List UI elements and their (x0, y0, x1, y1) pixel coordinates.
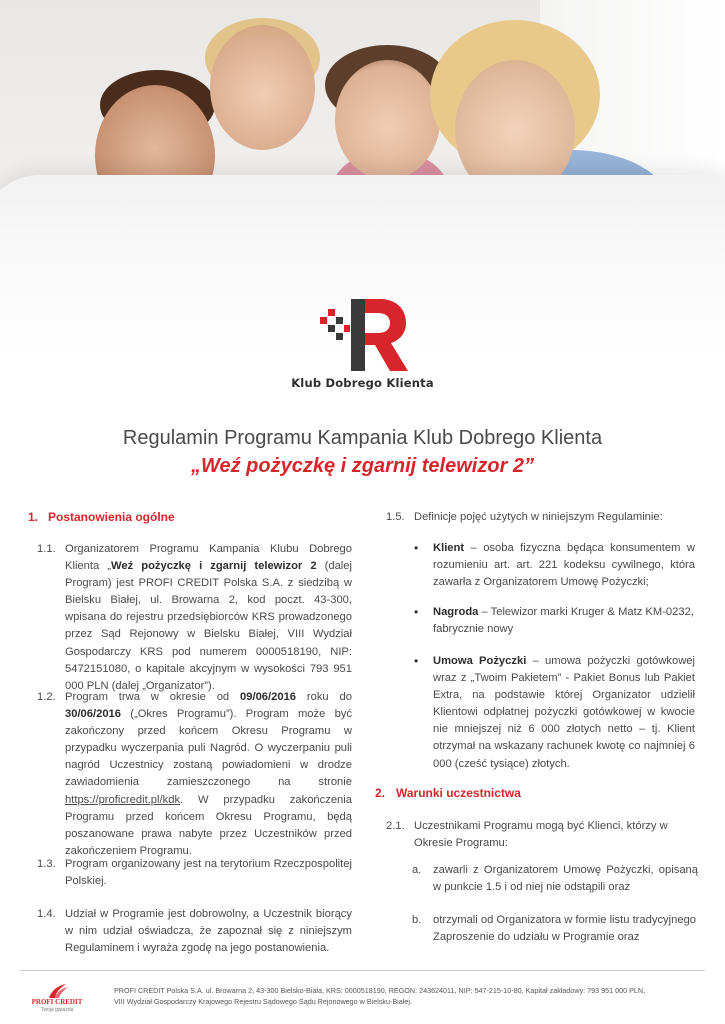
clause-2-1-number: 2.1. (386, 820, 405, 832)
clause-1-3-text: Program organizowany jest na terytorium Rzeczpospolitej Polskiej. (65, 858, 352, 888)
definition-bullet: • (414, 654, 419, 668)
item-a-letter: a. (412, 864, 422, 876)
clause-1-2-number: 1.2. (37, 691, 56, 703)
definition-bullet: • (414, 541, 419, 555)
kdk-link[interactable]: https://proficredit.pl/kdk (65, 793, 181, 806)
item-b-letter: b. (412, 914, 422, 926)
section-2-title: Warunki uczestnictwa (396, 786, 521, 800)
section-1-number: 1. (28, 510, 39, 524)
section-1-title: Postanowienia ogólne (48, 510, 175, 524)
profi-credit-tagline: Twoja gwiazda (40, 1007, 74, 1013)
kdk-logo-icon (318, 297, 410, 373)
clause-2-1-text: Uczestnikami Programu mogą być Klienci, którzy w Okresie Programu: (414, 820, 668, 850)
brand-name: Klub Dobrego Klienta (291, 376, 434, 390)
item-b-text: otrzymali od Organizatora w formie listu tradycyjnego Zaproszenie do udziału w Programie oraz (433, 914, 697, 944)
footer-line-1: PROFI CREDIT Polska S.A. ul. Browarna 2, 43-300 Bielsko-Biała, KRS: 0000518190, REGON: 243624011, NIP: 547-215-10-80, Kapitał zakładowy: 793 951 000 PLN, (114, 986, 646, 995)
footer-line-2: VIII Wydział Gospodarczy Krajowego Rejestru Sądowego Sądu Rejonowego w Bielsku-Białej. (114, 997, 412, 1006)
definition-klient: Klient – osoba fizyczna będąca konsumentem w rozumieniu art. art. 221 kodeksu cywilnego, która zawarła z Organizatorem Umowę Pożyczki; (433, 542, 695, 589)
definition-bullet: • (414, 605, 419, 619)
clause-1-5-number: 1.5. (386, 511, 405, 523)
clause-1-5-text: Definicje pojęć użytych w niniejszym Regulaminie: (414, 511, 663, 523)
profi-credit-logo-text: PROFI CREDIT (31, 998, 83, 1006)
star-icon (22, 983, 92, 999)
clause-1-4-number: 1.4. (37, 908, 56, 920)
page-title: Regulamin Programu Kampania Klub Dobrego Klienta (122, 427, 603, 449)
clause-1-1-number: 1.1. (37, 543, 56, 555)
definition-nagroda: Nagroda – Telewizor marki Kruger & Matz KM-0232, fabrycznie nowy (433, 606, 694, 636)
boy-face (210, 25, 315, 150)
footer-divider (20, 970, 705, 971)
page-subtitle: „Weź pożyczkę i zgarnij telewizor 2” (190, 455, 535, 477)
item-a-text: zawarli z Organizatorem Umowę Pożyczki, opisaną w punkcie 1.5 i od niej nie odstąpili oraz (433, 864, 698, 894)
footer-company-info (114, 985, 674, 1007)
girl-face (335, 60, 440, 180)
clause-1-1-text: Organizatorem Programu Kampania Klubu Dobrego Klienta „Weź pożyczkę i zgarnij telewizor 2 (dalej Program) jest PROFI CREDIT Polska S.A. z siedzibą w Bielsku Białej, ul. Browarna 2, kod poczt. 43-300, wpisana do rejestru przedsiębiorców KRS prowadzonego przez Sąd Rejonowy w Bielsku Białej, VIII Wydział Gospodarczy KRS pod numerem 0000518190, NIP: 5472151080, o kapitale akcyjnym w wysokości 793 951 000 PLN (dalej „Organizator”). (65, 543, 352, 692)
definition-umowa-pozyczki: Umowa Pożyczki – umowa pożyczki gotówkowej wraz z „Twoim Pakietem” - Pakiet Bonus lub Pakiet Extra, na podstawie której Organizator udzielił Klientowi odpłatnej pożyczki gotówkowej w kwocie nie mniejszej niż 6 000 złotych netto – tj. Klient otrzymał na wskazany rachunek kwotę co najmniej 6 000 (cześć tysiące) złotych. (433, 655, 695, 770)
clause-1-3-number: 1.3. (37, 858, 56, 870)
clause-1-2-text: Program trwa w okresie od 09/06/2016 roku do 30/06/2016 („Okres Programu”). Program może być zakończony przed końcem Okresu Programu w przypadku wyczerpania puli Nagród. O wyczerpaniu puli nagród Uczestnicy zostaną powiadomieni w drodze zawiadomienia zamieszczonego na stronie https://proficredit.pl/kdk. W przypadku zakończenia Programu przed końcem Okresu Programu, będą poszanowane prawa nabyte przez Uczestników przed zakończeniem Programu. (65, 691, 352, 857)
clause-1-4-text: Udział w Programie jest dobrowolny, a Uczestnik biorący w nim udział oświadcza, że zapoznał się z niniejszym Regulaminem i wyraża zgodę na jego postanowienia. (65, 908, 352, 955)
section-2-number: 2. (375, 786, 386, 800)
profi-credit-logo (22, 983, 92, 1017)
